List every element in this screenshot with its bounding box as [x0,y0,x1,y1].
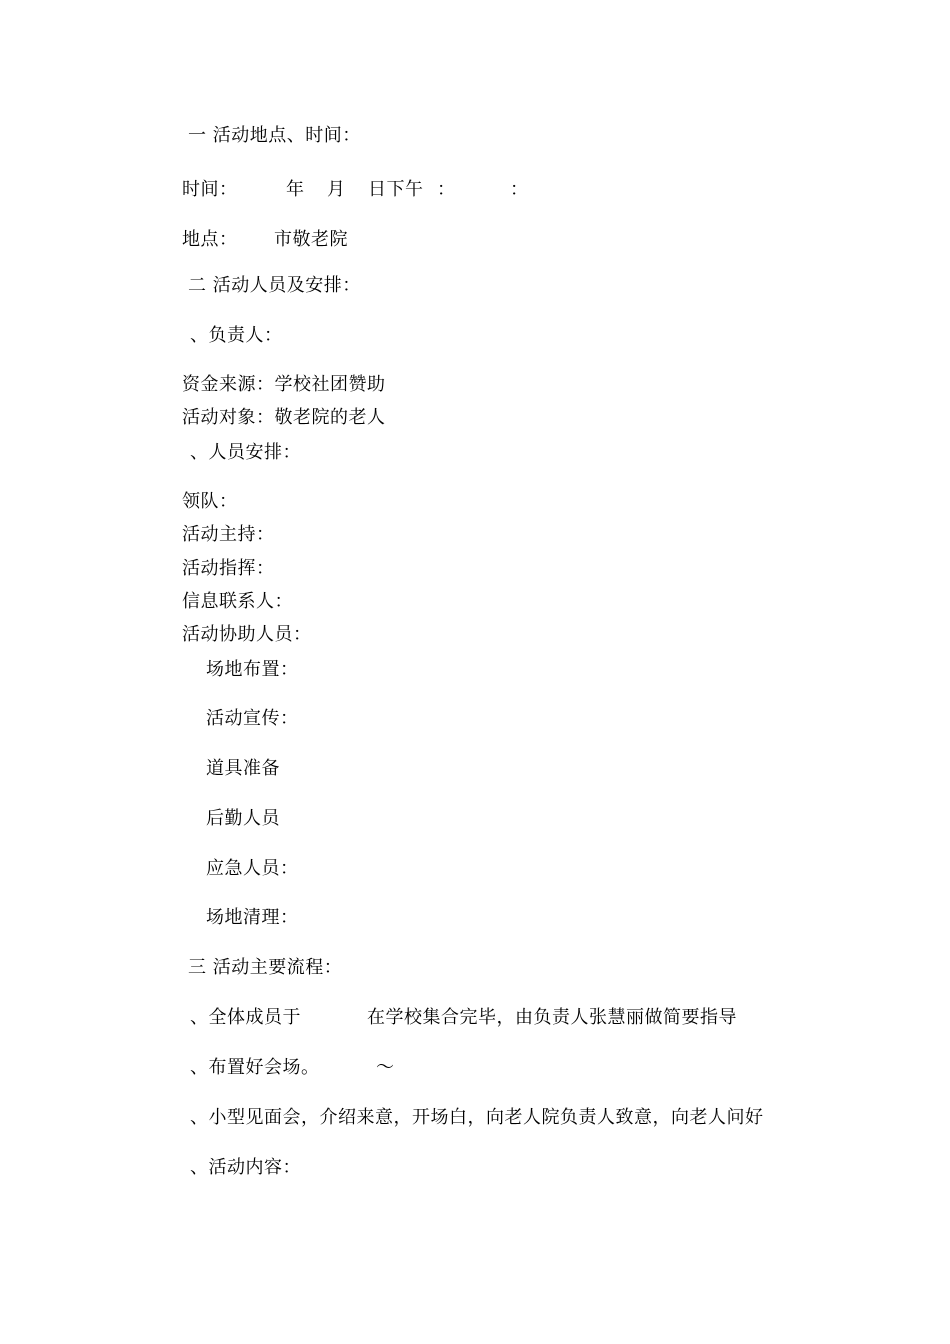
step-1-start: 、全体成员于 [190,1007,301,1028]
section-3-title: 三 活动主要流程： [188,957,343,978]
leader-line: 、负责人： [190,325,283,346]
venue-setup-line: 场地布置： [206,659,299,680]
section-2-title: 二 活动人员及安排： [188,275,361,296]
step-2-tilde: ～ [376,1057,395,1078]
props-line: 道具准备 [206,758,280,779]
promotion-line: 活动宣传： [206,708,299,729]
time-label: 时间： [182,179,238,200]
time-colon-1: ： [437,179,456,200]
funding-line: 资金来源：学校社团赞助 [182,374,386,395]
place-row [182,228,482,252]
process-step-2 [190,1056,490,1080]
contact-line: 信息联系人： [182,591,293,612]
emergency-line: 应急人员： [206,858,299,879]
time-row [182,178,582,202]
process-step-3: 、小型见面会，介绍来意，开场白，向老人院负责人致意，向老人问好 [190,1107,764,1128]
process-step-4: 、活动内容： [190,1157,301,1178]
time-day-afternoon: 日下午 [368,179,424,200]
section-1-title: 一 活动地点、时间： [188,125,361,146]
step-2-start: 、布置好会场。 [190,1057,320,1078]
process-step-1 [190,1006,810,1030]
time-month: 月 [327,179,346,200]
target-line: 活动对象：敬老院的老人 [182,407,386,428]
time-year: 年 [286,179,305,200]
assistants-line: 活动协助人员： [182,624,312,645]
conductor-line: 活动指挥： [182,558,275,579]
time-colon-2: ： [510,179,529,200]
arrangement-line: 、人员安排： [190,442,301,463]
cleanup-line: 场地清理： [206,907,299,928]
host-line: 活动主持： [182,524,275,545]
team-lead-line: 领队： [182,491,238,512]
place-label: 地点： [182,229,238,250]
place-value: 市敬老院 [274,229,348,250]
step-1-end: 在学校集合完毕，由负责人张慧丽做简要指导 [367,1007,737,1028]
logistics-line: 后勤人员 [206,808,280,829]
